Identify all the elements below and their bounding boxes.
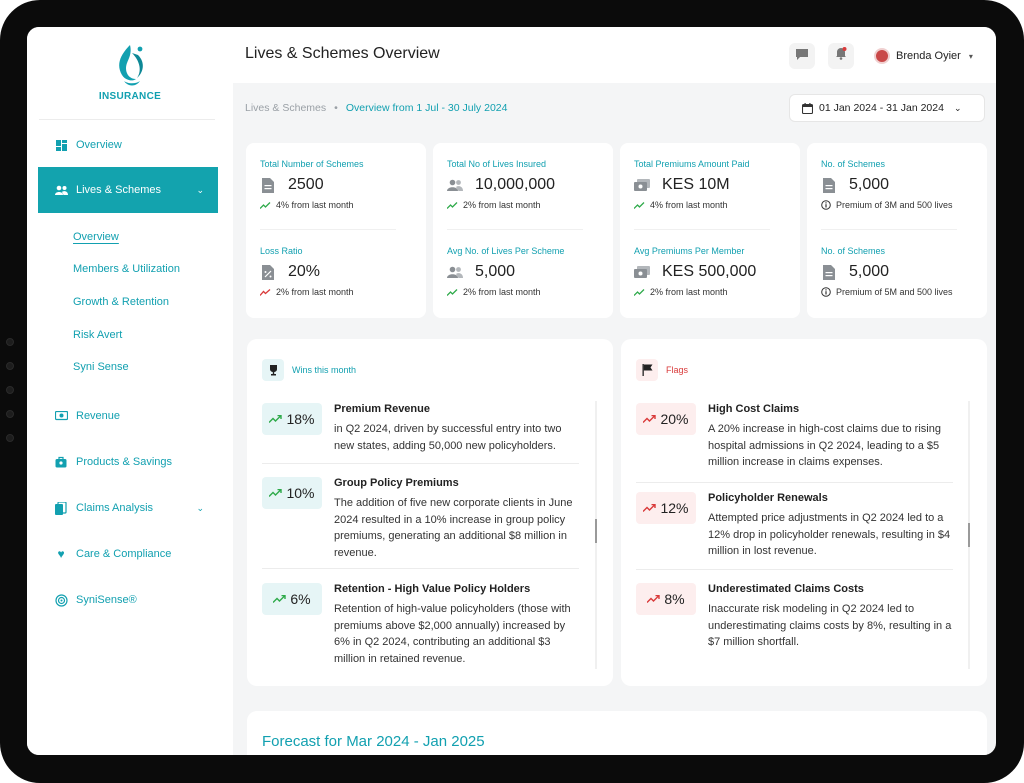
trend-down-icon (643, 415, 656, 423)
entry-title: Group Policy Premiums (334, 477, 459, 489)
spiral-icon (54, 593, 68, 607)
trend-up-icon (447, 289, 458, 296)
scrollbar-thumb[interactable] (595, 519, 597, 543)
wins-title: Wins this month (292, 365, 357, 375)
people-icon (447, 264, 463, 280)
divider (39, 119, 215, 120)
app-screen (27, 27, 996, 755)
kpi-card (807, 143, 987, 318)
kpi-sub: 4% from last month (650, 200, 728, 210)
date-range-value: 01 Jan 2024 - 31 Jan 2024 (819, 102, 944, 114)
entry-desc: Attempted price adjustments in Q2 2024 led to a 12% drop in policyholder renewals, resulting in $4 million in lost revenue. (708, 512, 951, 557)
divider (821, 229, 957, 230)
kpi-sub: 2% from last month (463, 200, 541, 210)
sidebar-item-label: Lives & Schemes (76, 184, 161, 196)
scrollbar-thumb[interactable] (968, 523, 970, 547)
bell-icon (835, 47, 847, 65)
bezel-sensor (6, 386, 14, 394)
chat-icon (796, 47, 808, 65)
entry-title: High Cost Claims (708, 403, 800, 415)
divider (262, 568, 579, 569)
trend-down-icon (260, 289, 271, 296)
percent-badge (636, 492, 696, 524)
trend-up-icon (273, 595, 286, 603)
chat-button[interactable] (789, 43, 815, 69)
cash-icon (634, 264, 650, 280)
wins-header (262, 359, 356, 381)
kpi-value: 5,000 (849, 176, 890, 193)
sidebar-item-care-compliance[interactable] (38, 540, 218, 568)
forecast-title: Forecast for Mar 2024 - Jan 2025 (262, 733, 485, 750)
trend-up-icon (269, 489, 282, 497)
page-title: Lives & Schemes Overview (245, 45, 440, 62)
kpi-label: Total Number of Schemes (260, 159, 364, 169)
kpi-label: Total No of Lives Insured (447, 159, 547, 169)
logo-text: INSURANCE (98, 91, 162, 102)
flags-header (636, 359, 688, 381)
sidebar-item-overview[interactable] (38, 131, 218, 159)
forecast-card (247, 711, 987, 755)
sidebar-item-revenue[interactable] (38, 402, 218, 430)
percent-badge (636, 583, 696, 615)
entry-title: Underestimated Claims Costs (708, 583, 864, 595)
entry-title: Retention - High Value Policy Holders (334, 583, 531, 595)
calendar-icon (802, 103, 813, 114)
sidebar-item-label: Revenue (76, 410, 121, 422)
divider (636, 482, 953, 483)
bezel-sensor (6, 362, 14, 370)
cash-icon (634, 177, 650, 193)
scrollbar[interactable] (968, 401, 970, 669)
info-icon (821, 200, 831, 210)
percent-badge (262, 583, 322, 615)
document-icon (260, 177, 276, 193)
divider (447, 229, 583, 230)
trend-down-icon (643, 504, 656, 512)
kpi-label: No. of Schemes (821, 159, 886, 169)
kpi-card (246, 143, 426, 318)
trend-down-icon (647, 595, 660, 603)
kpi-label: Loss Ratio (260, 246, 303, 256)
kpi-metric (260, 246, 354, 297)
cash-icon (54, 409, 68, 423)
kpi-value: 2500 (288, 176, 324, 193)
sidebar-item-claims-analysis[interactable] (38, 494, 218, 522)
kpi-metric (260, 159, 364, 210)
document-icon (821, 177, 837, 193)
chevron-down-icon: ▾ (968, 51, 973, 61)
breadcrumb-root[interactable]: Lives & Schemes (245, 102, 327, 114)
kpi-metric (821, 159, 953, 210)
bezel-sensor (6, 434, 14, 442)
flag-icon (636, 359, 658, 381)
people-icon (447, 177, 463, 193)
trend-up-icon (634, 202, 645, 209)
trend-up-icon (447, 202, 458, 209)
sidebar-item-label: Care & Compliance (76, 548, 172, 560)
kpi-sub: 2% from last month (463, 287, 541, 297)
percent-badge (262, 477, 322, 509)
breadcrumb-separator: • (334, 102, 338, 114)
subnav-syni-sense[interactable]: Syni Sense (73, 361, 129, 373)
document-icon (54, 501, 68, 515)
kpi-value: 20% (288, 263, 321, 280)
sidebar-item-label: SyniSense® (76, 594, 137, 606)
kpi-metric (821, 246, 953, 297)
avatar (874, 48, 890, 64)
divider (262, 463, 579, 464)
percent-badge (262, 403, 322, 435)
entry-desc: Inaccurate risk modeling in Q2 2024 led to underestimating claims costs by 8%, resulting in a $7 million shortfall. (708, 603, 952, 648)
user-name: Brenda Oyier (896, 50, 961, 62)
sidebar-item-synisense[interactable] (38, 586, 218, 614)
date-range-picker[interactable] (789, 94, 985, 122)
badge-value: 8% (664, 591, 685, 607)
subnav-members-utilization[interactable]: Members & Utilization (73, 263, 180, 275)
percent-document-icon (260, 264, 276, 280)
sidebar-item-lives-schemes[interactable] (38, 167, 218, 213)
entry-desc: A 20% increase in high-cost claims due to rising hospital admissions in Q2 2024, leading to a $5 million increase in claims expenses. (708, 423, 941, 468)
flags-title: Flags (666, 365, 689, 375)
people-icon (54, 183, 68, 197)
kpi-value: KES 500,000 (662, 263, 757, 280)
kpi-label: Total Premiums Amount Paid (634, 159, 750, 169)
breadcrumb-current: Overview from 1 Jul - 30 July 2024 (345, 102, 508, 114)
badge-value: 10% (286, 485, 315, 501)
sidebar (27, 27, 233, 755)
bag-icon (54, 455, 68, 469)
sidebar-item-products-savings[interactable] (38, 448, 218, 476)
top-bar (233, 27, 996, 83)
kpi-value: KES 10M (662, 176, 730, 193)
kpi-sub: 2% from last month (276, 287, 354, 297)
kpi-label: Avg No. of Lives Per Scheme (447, 246, 565, 256)
badge-value: 6% (290, 591, 311, 607)
chevron-down-icon: ⌄ (196, 502, 204, 513)
entry-desc: in Q2 2024, driven by successful entry into two new states, adding 50,000 new policyholders. (334, 423, 562, 452)
badge-value: 18% (286, 411, 315, 427)
notifications-button[interactable] (828, 43, 854, 69)
bezel-sensor (6, 410, 14, 418)
sidebar-item-label: Overview (76, 139, 122, 151)
heart-icon: ♥ (57, 547, 65, 561)
percent-badge (636, 403, 696, 435)
kpi-metric (634, 159, 750, 210)
logo[interactable] (27, 41, 233, 102)
kpi-label: No. of Schemes (821, 246, 886, 256)
kpi-sub: 4% from last month (276, 200, 354, 210)
entry-desc: Retention of high-value policyholders (those with premiums above $2,000 annually) increased by 6% in Q2 2024, contributing an additional $3 million in retained revenue. (334, 603, 571, 665)
wins-panel (247, 339, 613, 686)
info-icon (821, 287, 831, 297)
kpi-sub: Premium of 3M and 500 lives (836, 200, 953, 210)
user-menu[interactable] (870, 41, 986, 71)
kpi-value: 5,000 (849, 263, 890, 280)
badge-value: 12% (660, 500, 689, 516)
chevron-down-icon: ⌄ (196, 184, 204, 195)
logo-icon (110, 41, 150, 89)
kpi-label: Avg Premiums Per Member (634, 246, 745, 256)
scrollbar[interactable] (595, 401, 597, 669)
document-icon (821, 264, 837, 280)
chevron-down-icon: ⌄ (953, 102, 962, 113)
entry-title: Premium Revenue (334, 403, 430, 415)
bezel-sensor (6, 338, 14, 346)
kpi-card (620, 143, 800, 318)
entry-title: Policyholder Renewals (708, 492, 828, 504)
trend-up-icon (634, 289, 645, 296)
subnav-overview[interactable]: Overview (73, 231, 119, 243)
subnav-risk-avert[interactable]: Risk Avert (73, 329, 123, 341)
kpi-metric (634, 246, 756, 297)
kpi-metric (447, 246, 564, 297)
kpi-value: 10,000,000 (475, 176, 556, 193)
sidebar-item-label: Products & Savings (76, 456, 172, 468)
sidebar-item-label: Claims Analysis (76, 502, 154, 514)
breadcrumb (245, 102, 507, 114)
subnav-growth-retention[interactable]: Growth & Retention (73, 296, 169, 308)
trophy-icon (262, 359, 284, 381)
kpi-metric (447, 159, 555, 210)
flags-panel (621, 339, 987, 686)
badge-value: 20% (660, 411, 689, 427)
kpi-value: 5,000 (475, 263, 516, 280)
divider (636, 569, 953, 570)
trend-up-icon (260, 202, 271, 209)
kpi-card (433, 143, 613, 318)
divider (634, 229, 770, 230)
dashboard-icon (54, 138, 68, 152)
entry-desc: The addition of five new corporate clients in June 2024 resulted in a 10% increase in group policy premiums, generating an additional $8 million in revenue. (334, 497, 573, 559)
kpi-sub: Premium of 5M and 500 lives (836, 287, 953, 297)
divider (260, 229, 396, 230)
kpi-sub: 2% from last month (650, 287, 728, 297)
trend-up-icon (269, 415, 282, 423)
